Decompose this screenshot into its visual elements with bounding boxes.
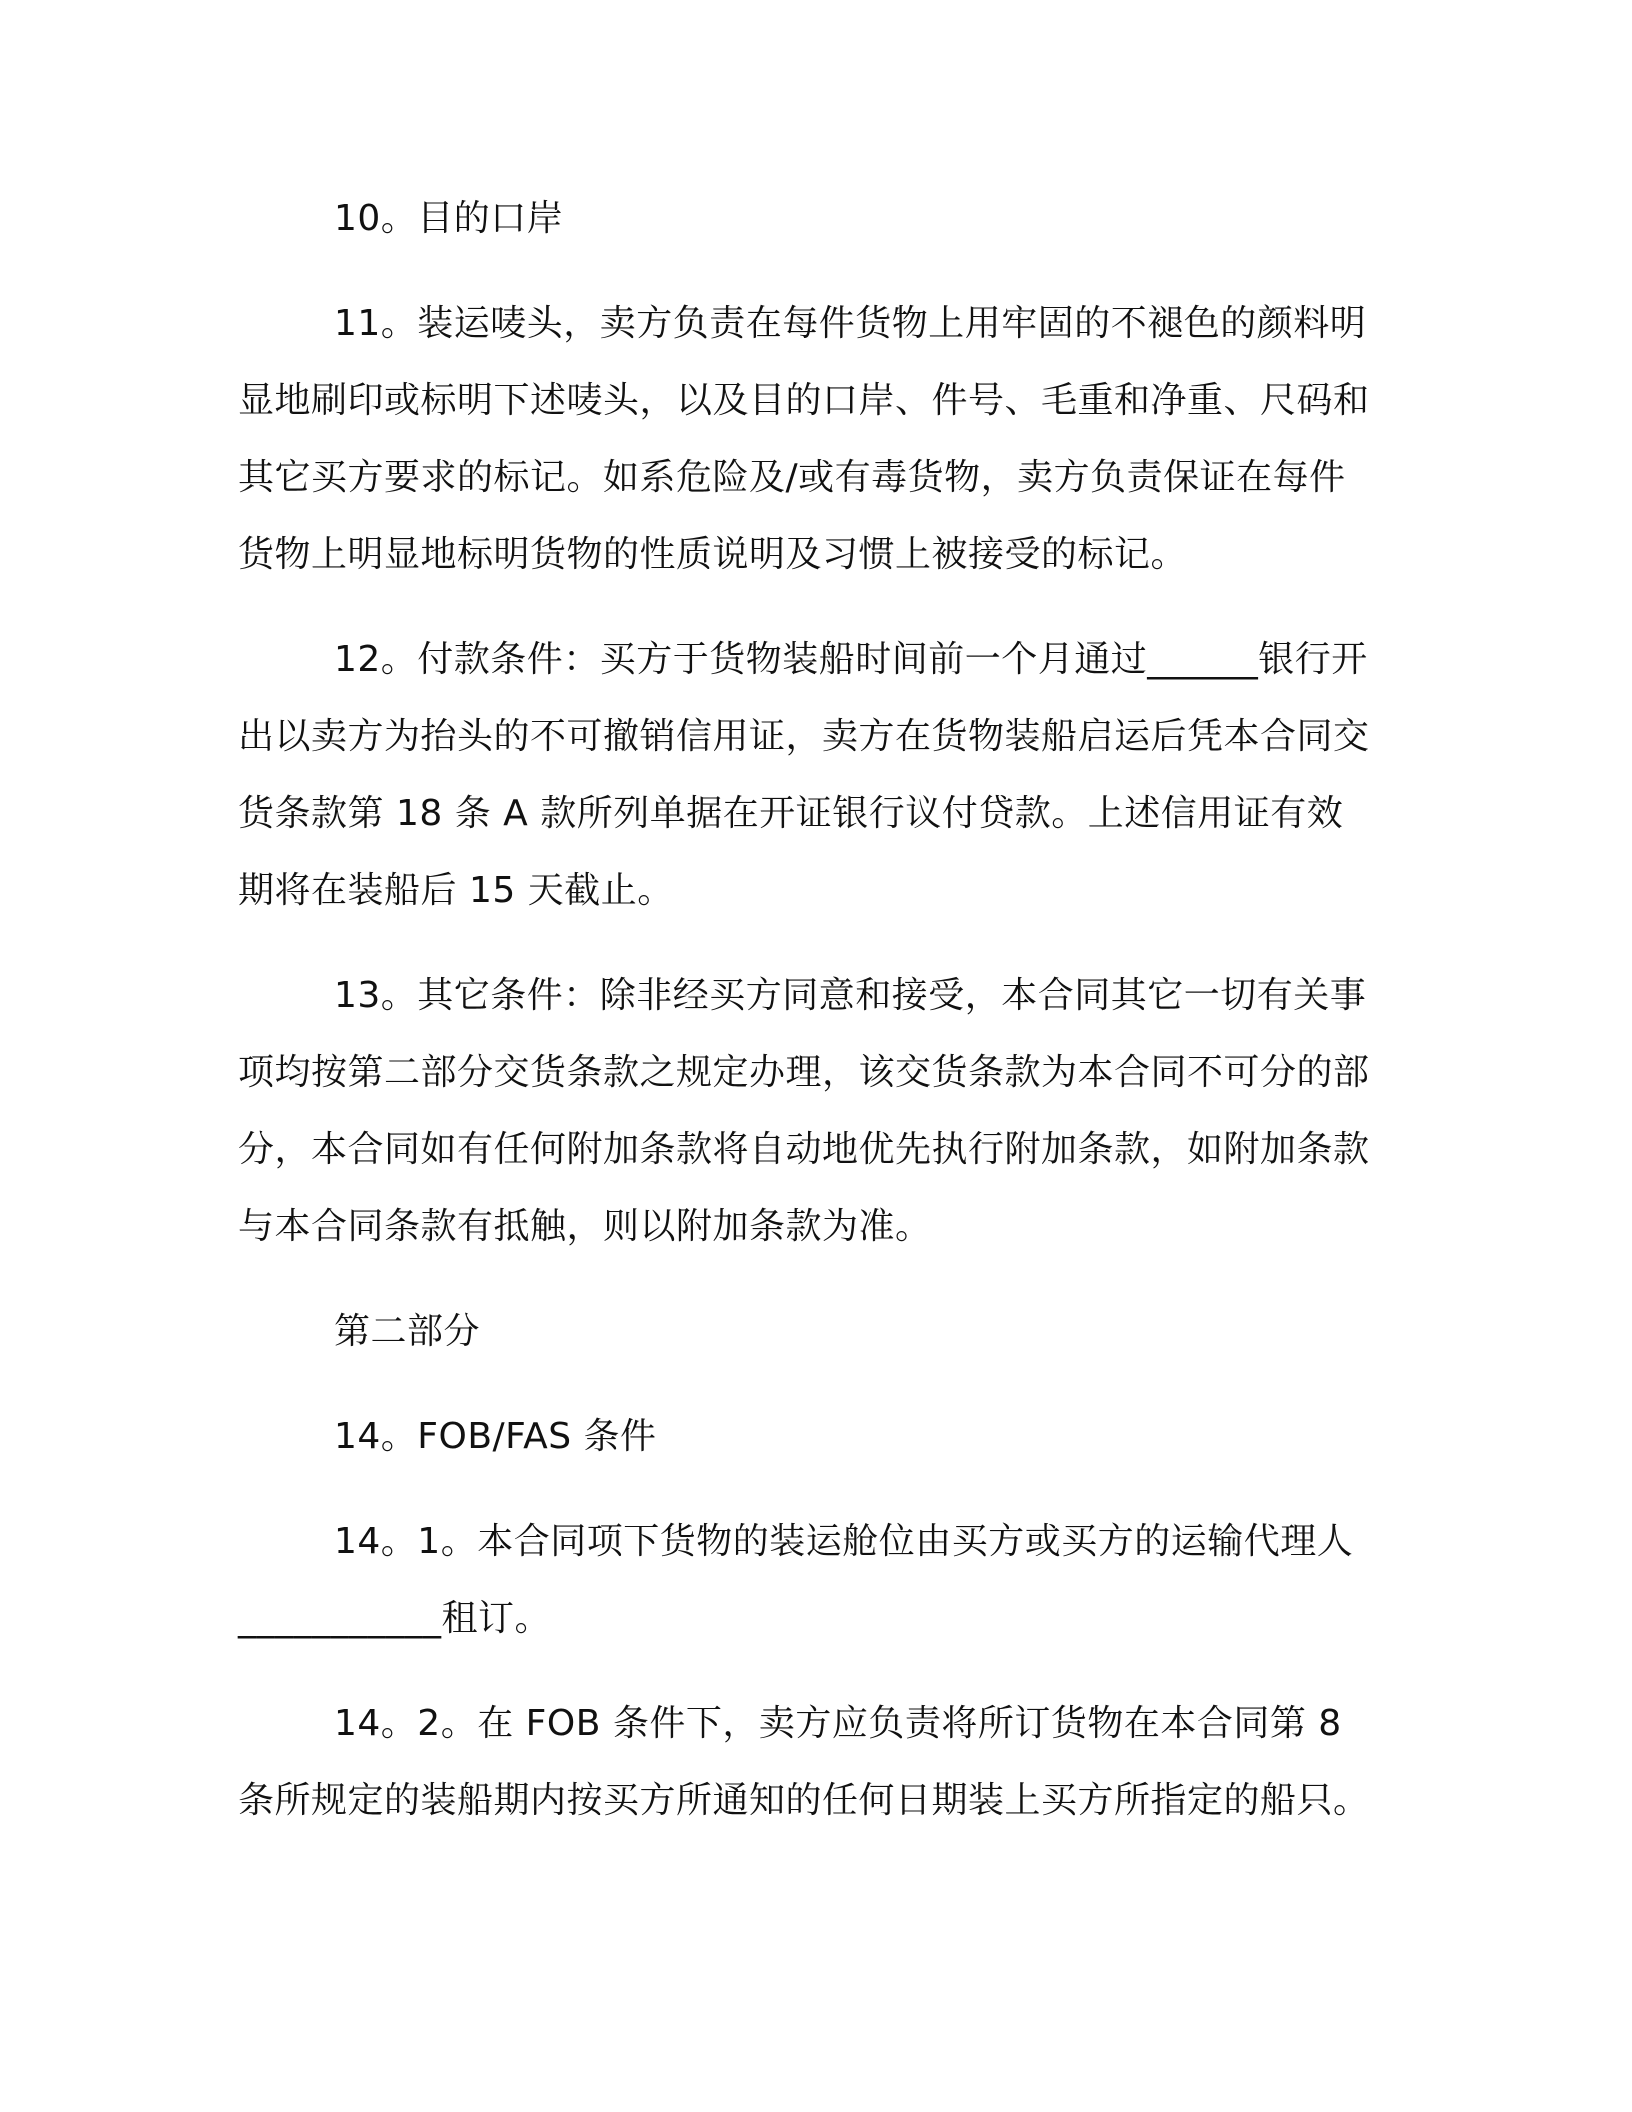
clause-14-1-shipping-space: 14。1。本合同项下货物的装运舱位由买方或买方的运输代理人___________租订。 <box>238 1521 1354 1639</box>
clause-13-other-terms: 13。其它条件：除非经买方同意和接受，本合同其它一切有关事项均按第二部分交货条款之规定办理，该交货条款为本合同不可分的部分，本合同如有任何附加条款将自动地优先执行附加条款，如附加条款与本合同条款有抵触，则以附加条款为准。 <box>238 975 1370 1247</box>
clause-12-payment-terms: 12。付款条件：买方于货物装船时间前一个月通过______银行开出以卖方为抬头的不可撤销信用证，卖方在货物装船启运后凭本合同交货条款第 18 条 A 款所列单据在开证银行议付贷款。上述信用证有效期将在装船后 15 天截止。 <box>238 639 1370 911</box>
clause-14-2-fob-loading: 14。2。在 FOB 条件下，卖方应负责将所订货物在本合同第 8 条所规定的装船期内按买方所通知的任何日期装上买方所指定的船只。 <box>238 1703 1370 1821</box>
clause-14-fob-fas: 14。FOB/FAS 条件 <box>334 1416 657 1457</box>
clause-10-destination-port: 10。目的口岸 <box>334 198 564 239</box>
clause-11-shipping-marks: 11。装运唛头，卖方负责在每件货物上用牢固的不褪色的颜料明显地刷印或标明下述唛头，以及目的口岸、件号、毛重和净重、尺码和其它买方要求的标记。如系危险及/或有毒货物，卖方负责保证在每件货物上明显地标明货物的性质说明及习惯上被接受的标记。 <box>238 303 1370 575</box>
section-heading-part-two: 第二部分 <box>334 1311 481 1352</box>
document-page <box>238 180 1374 1839</box>
